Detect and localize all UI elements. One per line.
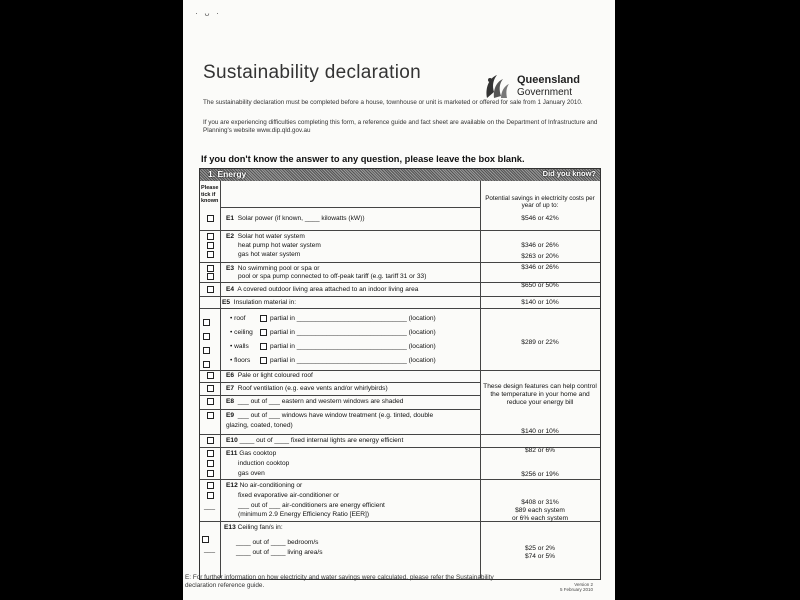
checkbox-e12-evaporative[interactable] bbox=[207, 492, 214, 499]
row-e11-a bbox=[226, 450, 276, 457]
row-e8 bbox=[226, 398, 403, 405]
e5-walls-label: • walls bbox=[230, 343, 249, 350]
row-text: Solar power (if known, ____ kilowatts (kW)) bbox=[237, 215, 365, 222]
savings-e2a: $346 or 26% bbox=[521, 242, 559, 249]
checkbox-e1[interactable] bbox=[207, 215, 214, 222]
row-text: Insulation material in: bbox=[233, 299, 297, 306]
savings-e11: $256 or 19% bbox=[521, 471, 559, 478]
row-text: Roof ventilation (e.g. eave vents and/or whirlybirds) bbox=[237, 385, 388, 392]
checkbox-e5-ceiling-partial[interactable] bbox=[260, 329, 267, 336]
scan-marks: · ᴗ · bbox=[195, 8, 222, 18]
partial-label: partial in bbox=[270, 357, 295, 364]
savings-column-header: Potential savings in electricity costs per year of up to: bbox=[485, 195, 595, 210]
row-code: E7 bbox=[226, 385, 235, 392]
row-e13-a: ____ out of ____ bedroom/s bbox=[236, 539, 319, 546]
checkbox-e4[interactable] bbox=[207, 286, 214, 293]
row-code: E13 bbox=[224, 524, 236, 531]
row-e7 bbox=[226, 385, 388, 392]
checkbox-e3-offpeak[interactable] bbox=[207, 273, 214, 280]
partial-label: partial in bbox=[270, 329, 295, 336]
row-divider bbox=[200, 395, 480, 396]
label-text: floors bbox=[234, 357, 251, 364]
checkbox-e5-floors-partial[interactable] bbox=[260, 357, 267, 364]
savings-e1: $546 or 42% bbox=[521, 215, 559, 222]
intro-paragraph-2: If you are experiencing difficulties completing this form, a reference guide and fact sheet are available on the Department of Infrastructure and Planning's website www.dip.qld.gov.au bbox=[203, 119, 598, 134]
row-code: E12 bbox=[226, 482, 238, 489]
row-text: A covered outdoor living area attached to an indoor living area bbox=[237, 286, 419, 293]
row-divider bbox=[200, 479, 600, 480]
savings-e12c: or 6% each system bbox=[511, 515, 569, 522]
checkbox-e11-gasoven[interactable] bbox=[207, 470, 214, 477]
version-line: Version 2 bbox=[574, 582, 593, 587]
checkbox-e5-ceiling[interactable] bbox=[203, 333, 210, 340]
e5-walls-partial: partial in ______________________________ (location) bbox=[270, 343, 436, 350]
e13-blank: ___ bbox=[204, 546, 216, 553]
checkbox-e2-heatpump[interactable] bbox=[207, 242, 214, 249]
savings-e5: $289 or 22% bbox=[521, 339, 559, 346]
row-text: Pale or light coloured roof bbox=[237, 372, 313, 379]
row-code: E1 bbox=[226, 215, 235, 222]
row-e13-b: ____ out of ____ living area/s bbox=[236, 549, 323, 556]
row-e11-c: gas oven bbox=[238, 470, 265, 477]
row-e3-b: pool or spa pump connected to off-peak tariff (e.g. tariff 31 or 33) bbox=[238, 273, 427, 280]
checkbox-e9[interactable] bbox=[207, 412, 214, 419]
checkbox-e5-floors[interactable] bbox=[203, 361, 210, 368]
tick-column-header: Please tick if known bbox=[201, 185, 219, 204]
e5-roof-label: • roof bbox=[230, 315, 246, 322]
row-e9-b: glazing, coated, toned) bbox=[226, 422, 293, 429]
row-divider bbox=[200, 296, 600, 297]
row-e10 bbox=[226, 437, 403, 444]
row-e3-a bbox=[226, 265, 319, 272]
row-divider bbox=[200, 308, 600, 309]
row-e4 bbox=[226, 286, 418, 293]
row-code: E4 bbox=[226, 286, 235, 293]
savings-e12b: $89 each system bbox=[515, 507, 565, 514]
e5-ceiling-label: • ceiling bbox=[230, 329, 253, 336]
row-code: E6 bbox=[226, 372, 235, 379]
savings-e13a: $25 or 2% bbox=[524, 545, 556, 552]
row-divider bbox=[200, 382, 480, 383]
row-e12-a bbox=[226, 482, 302, 489]
logo-word-government: Government bbox=[517, 87, 573, 98]
savings-e12a: $408 or 31% bbox=[521, 499, 559, 506]
row-divider bbox=[220, 207, 480, 208]
location-label: (location) bbox=[408, 357, 436, 364]
checkbox-e7[interactable] bbox=[207, 385, 214, 392]
row-code: E11 bbox=[226, 450, 238, 457]
row-code: E2 bbox=[226, 233, 235, 240]
row-e12-c: ___ out of ___ air-conditioners are energy efficient bbox=[238, 502, 385, 509]
e12-blank: ___ bbox=[204, 503, 216, 510]
row-e2-c: gas hot water system bbox=[238, 251, 301, 258]
instruction-text: If you don't know the answer to any question, please leave the box blank. bbox=[201, 154, 525, 164]
location-label: (location) bbox=[408, 343, 436, 350]
label-text: walls bbox=[234, 343, 249, 350]
row-code: E9 bbox=[226, 412, 235, 419]
checkbox-e3-nopool[interactable] bbox=[207, 265, 214, 272]
checkbox-e2-gas[interactable] bbox=[207, 251, 214, 258]
location-label: (location) bbox=[408, 315, 436, 322]
savings-e4: $140 or 10% bbox=[521, 299, 559, 306]
e5-floors-partial: partial in ______________________________ (location) bbox=[270, 357, 436, 364]
checkbox-e6[interactable] bbox=[207, 372, 214, 379]
row-e12-b: fixed evaporative air-conditioner or bbox=[238, 492, 340, 499]
savings-e2b: $263 or 20% bbox=[521, 253, 559, 260]
row-text: Solar hot water system bbox=[237, 233, 305, 240]
row-text: Ceiling fan/s in: bbox=[237, 524, 283, 531]
checkbox-e8[interactable] bbox=[207, 398, 214, 405]
row-e9-a bbox=[226, 412, 433, 419]
label-text: ceiling bbox=[234, 329, 253, 336]
row-code: E8 bbox=[226, 398, 235, 405]
row-e12-d: (minimum 2.9 Energy Efficiency Ratio [EER]) bbox=[238, 511, 370, 518]
e5-ceiling-partial: partial in ______________________________ (location) bbox=[270, 329, 436, 336]
column-divider bbox=[480, 181, 481, 578]
footnote: E: For further information on how electricity and water savings were calculated, please refer the Sustainability declaration reference guide. bbox=[185, 574, 494, 589]
row-e5 bbox=[222, 299, 296, 306]
savings-design-note: These design features can help control the temperature in your home and reduce your energy bill bbox=[483, 383, 597, 406]
checkbox-e11-gascooktop[interactable] bbox=[207, 450, 214, 457]
savings-e13b: $74 or 5% bbox=[524, 553, 556, 560]
checkbox-e5-roof[interactable] bbox=[203, 319, 210, 326]
row-e1 bbox=[226, 215, 365, 222]
savings-e10: $82 or 6% bbox=[524, 447, 556, 454]
partial-label: partial in bbox=[270, 315, 295, 322]
label-text: roof bbox=[234, 315, 246, 322]
e5-floors-label: • floors bbox=[230, 357, 251, 364]
version-date: 5 February 2010 bbox=[559, 587, 593, 592]
checkbox-e5-walls[interactable] bbox=[203, 347, 210, 354]
checkbox-e5-walls-partial[interactable] bbox=[260, 343, 267, 350]
checkbox-e2-solar[interactable] bbox=[207, 233, 214, 240]
column-divider bbox=[220, 181, 221, 578]
location-label: (location) bbox=[408, 329, 436, 336]
row-code: E3 bbox=[226, 265, 235, 272]
row-text: ____ out of ____ fixed internal lights are energy efficient bbox=[239, 437, 404, 444]
row-divider bbox=[200, 230, 600, 231]
row-text: No swimming pool or spa or bbox=[237, 265, 320, 272]
intro-paragraph-1: The sustainability declaration must be completed before a house, townhouse or unit is marketed or offered for sale from 1 January 2010. bbox=[203, 99, 583, 106]
row-e2-a bbox=[226, 233, 305, 240]
row-code: E10 bbox=[226, 437, 238, 444]
row-text: ___ out of ___ windows have window treatment (e.g. tinted, double bbox=[237, 412, 434, 419]
partial-label: partial in bbox=[270, 343, 295, 350]
row-code: E5 bbox=[222, 299, 231, 306]
checkbox-e10[interactable] bbox=[207, 437, 214, 444]
page-title: Sustainability declaration bbox=[203, 62, 421, 83]
row-e13 bbox=[224, 524, 283, 531]
version-info bbox=[533, 582, 593, 592]
savings-e3: $650 or 50% bbox=[521, 282, 559, 289]
checkbox-e12-noac[interactable] bbox=[207, 482, 214, 489]
form-page bbox=[183, 0, 615, 600]
checkbox-e11-induction[interactable] bbox=[207, 460, 214, 467]
row-divider bbox=[200, 262, 600, 263]
row-e11-b: induction cooktop bbox=[238, 460, 290, 467]
checkbox-e13-bedroom[interactable] bbox=[202, 536, 209, 543]
energy-table bbox=[199, 168, 601, 580]
row-text: Gas cooktop bbox=[239, 450, 277, 457]
row-e6 bbox=[226, 372, 313, 379]
logo-word-queensland: Queensland bbox=[517, 74, 580, 86]
row-divider bbox=[200, 370, 600, 371]
did-you-know-label: Did you know? bbox=[542, 169, 596, 178]
row-divider bbox=[200, 409, 480, 410]
savings-e9: $140 or 10% bbox=[521, 428, 559, 435]
row-text: No air-conditioning or bbox=[239, 482, 303, 489]
checkbox-e5-roof-partial[interactable] bbox=[260, 315, 267, 322]
row-text: ___ out of ___ eastern and western windows are shaded bbox=[237, 398, 404, 405]
e5-roof-partial: partial in ______________________________ (location) bbox=[270, 315, 436, 322]
section-label: 1. Energy bbox=[208, 169, 247, 179]
row-e2-b: heat pump hot water system bbox=[238, 242, 321, 249]
savings-e2c: $346 or 26% bbox=[521, 264, 559, 271]
